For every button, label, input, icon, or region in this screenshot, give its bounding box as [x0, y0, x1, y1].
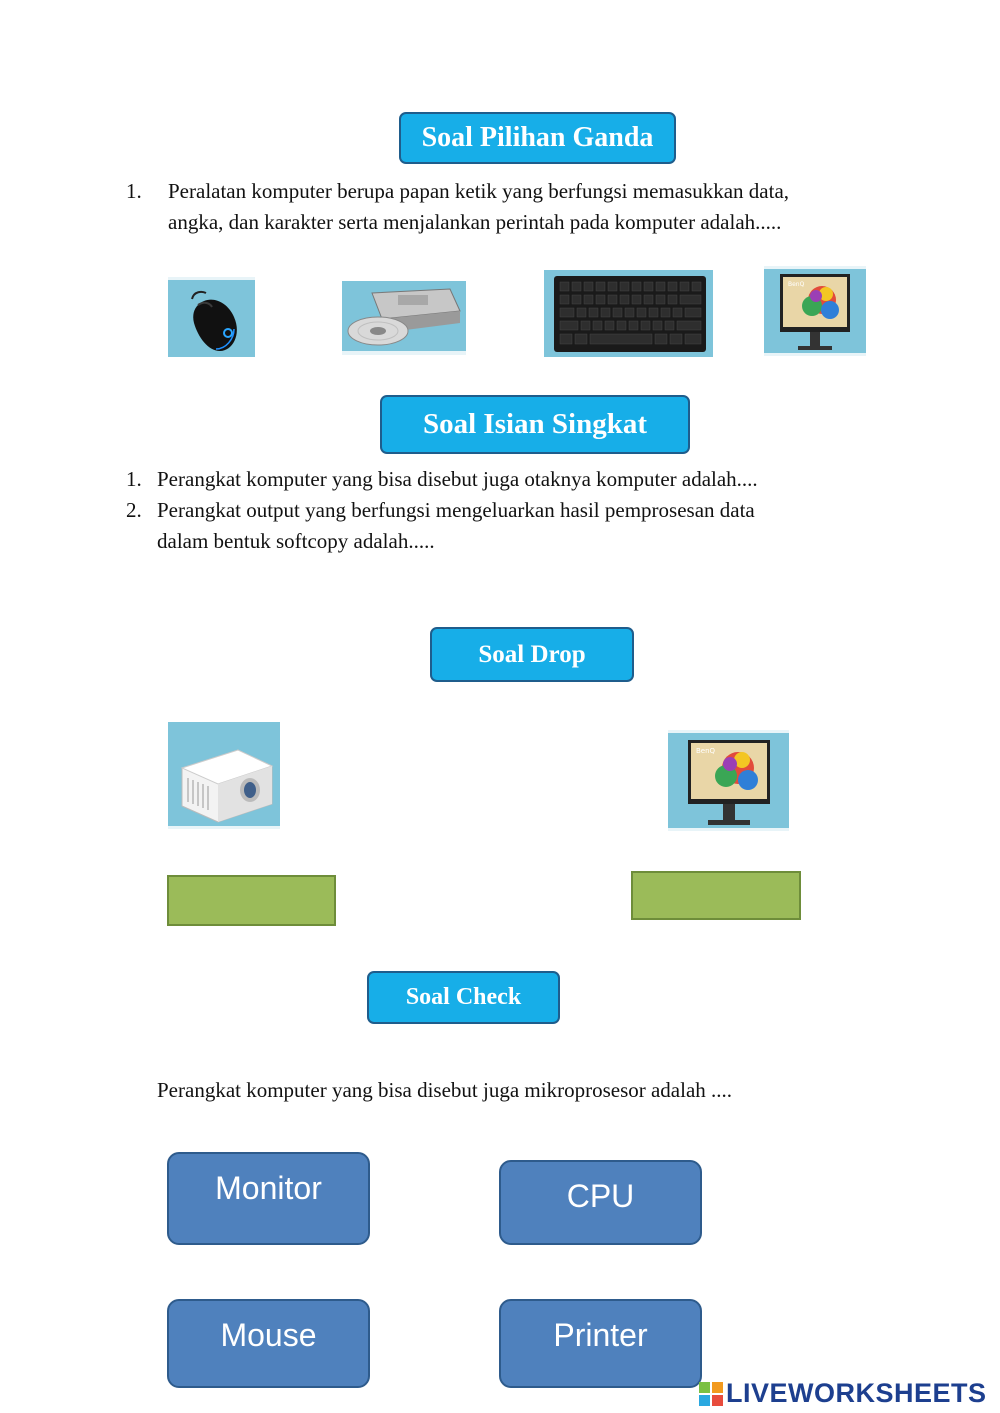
- drop-image-projector: [168, 722, 280, 829]
- drop-target-1[interactable]: [167, 875, 336, 926]
- section-title-multiple-choice: Soal Pilihan Ganda: [399, 112, 676, 164]
- drop-target-2[interactable]: [631, 871, 801, 920]
- question-line: Peralatan komputer berupa papan ketik yang berfungsi memasukkan data,: [168, 179, 790, 203]
- option-printer[interactable]: Printer: [499, 1299, 702, 1388]
- check-question: Perangkat komputer yang bisa disebut juga mikroprosesor adalah ....: [157, 1078, 733, 1102]
- svg-text:BenQ: BenQ: [696, 747, 716, 755]
- answer-image-keyboard[interactable]: [544, 270, 713, 357]
- section-title-drop: Soal Drop: [430, 627, 634, 682]
- svg-text:BenQ: BenQ: [788, 281, 805, 288]
- short-answer-question-1: [126, 464, 926, 495]
- question-line: angka, dan karakter serta menjalankan perintah pada komputer adalah.....: [168, 210, 782, 234]
- question-line: Perangkat komputer yang bisa disebut juga otaknya komputer adalah....: [157, 467, 758, 491]
- option-cpu[interactable]: CPU: [499, 1160, 702, 1245]
- question-line: Perangkat output yang berfungsi mengeluarkan hasil pemprosesan data: [157, 498, 755, 522]
- question-number: 1.: [126, 179, 142, 203]
- answer-image-monitor[interactable]: [764, 266, 866, 356]
- question-number: 2.: [126, 498, 142, 522]
- question-number: 1.: [126, 467, 142, 491]
- answer-image-cd-drive[interactable]: [342, 281, 466, 355]
- option-mouse[interactable]: Mouse: [167, 1299, 370, 1388]
- section-title-short-answer: Soal Isian Singkat: [380, 395, 690, 454]
- liveworksheets-logo: [698, 1378, 987, 1409]
- drop-image-monitor: [668, 730, 789, 831]
- section-title-check: Soal Check: [367, 971, 560, 1024]
- option-monitor[interactable]: Monitor: [167, 1152, 370, 1245]
- logo-badge-icon: [698, 1381, 724, 1407]
- question-line: dalam bentuk softcopy adalah.....: [157, 529, 435, 553]
- question-1: [126, 176, 906, 238]
- logo-text: LIVEWORKSHEETS: [726, 1378, 987, 1408]
- short-answer-question-2: [126, 495, 926, 557]
- answer-image-mouse[interactable]: [168, 277, 255, 357]
